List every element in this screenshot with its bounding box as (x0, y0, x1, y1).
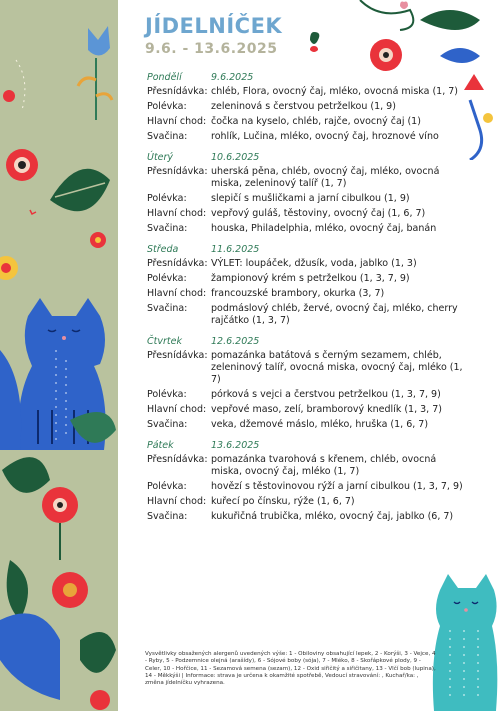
meal-text: rohlík, Lučina, mléko, ovocný čaj, hroznové víno (211, 131, 439, 142)
day-name: Středa (147, 244, 179, 255)
meal-row (147, 350, 467, 386)
meal-row (147, 193, 467, 205)
meal-row (147, 303, 467, 327)
meal-label: Polévka: (147, 273, 187, 284)
meal-row (147, 454, 467, 478)
day-wednesday (147, 244, 467, 327)
meal-text: veka, džemové máslo, mléko, hruška (1, 6, 7) (211, 419, 429, 430)
meal-text: zeleninová s čerstvou petrželkou (1, 9) (211, 101, 396, 112)
day-thursday (147, 336, 467, 431)
meal-text: pomazánka tvarohová s křenem, chléb, ovocná miska, ovocný čaj, mléko (1, 7) (211, 454, 437, 477)
meal-row (147, 101, 467, 113)
meal-text: pomazánka batátová s černým sezamem, chléb, zeleninový talíř, ovocná miska, ovocný čaj, mléko (1, 7) (211, 350, 463, 385)
day-monday (147, 72, 467, 143)
meal-label: Svačina: (147, 223, 188, 234)
meal-label: Přesnídávka: (147, 350, 208, 361)
meal-row (147, 86, 467, 98)
day-name: Pondělí (147, 72, 182, 83)
meal-text: VÝLET: loupáček, džusík, voda, jablko (1, 3) (211, 258, 417, 269)
meal-label: Svačina: (147, 419, 188, 430)
meal-label: Přesnídávka: (147, 166, 208, 177)
meal-label: Přesnídávka: (147, 454, 208, 465)
meal-label: Hlavní chod: (147, 116, 207, 127)
day-date: 12.6.2025 (211, 336, 260, 347)
meal-text: vepřové maso, zelí, bramborový knedlík (1, 3, 7) (211, 404, 442, 415)
day-name: Úterý (147, 152, 174, 163)
meal-label: Polévka: (147, 481, 187, 492)
decorative-side-panel (0, 0, 118, 711)
meal-label: Svačina: (147, 511, 188, 522)
week-date-range: 9.6. - 13.6.2025 (145, 41, 278, 57)
meal-row (147, 116, 467, 128)
meal-row (147, 208, 467, 220)
meal-row (147, 166, 467, 190)
meal-label: Svačina: (147, 303, 188, 314)
weekly-menu (147, 72, 467, 532)
day-date: 9.6.2025 (211, 72, 254, 83)
meal-text: čočka na kyselo, chléb, rajče, ovocný čaj (1) (211, 116, 421, 127)
meal-row (147, 481, 467, 493)
meal-row (147, 223, 467, 235)
meal-label: Hlavní chod: (147, 404, 207, 415)
meal-text: žampionový krém s petrželkou (1, 3, 7, 9) (211, 273, 410, 284)
floral-illustration (0, 0, 118, 711)
meal-row (147, 404, 467, 416)
meal-label: Polévka: (147, 193, 187, 204)
meal-label: Hlavní chod: (147, 208, 207, 219)
meal-text: kuřecí po čínsku, rýže (1, 6, 7) (211, 496, 355, 507)
meal-text: uherská pěna, chléb, ovocný čaj, mléko, ovocná miska, zeleninový talíř (1, 7) (211, 166, 440, 189)
meal-text: vepřový guláš, těstoviny, ovocný čaj (1, 6, 7) (211, 208, 426, 219)
meal-text: kukuřičná trubička, mléko, ovocný čaj, jablko (6, 7) (211, 511, 454, 522)
meal-text: hovězí s těstovinovou rýží a jarní cibulkou (1, 3, 7, 9) (211, 481, 463, 492)
meal-text: francouzské brambory, okurka (3, 7) (211, 288, 385, 299)
meal-row (147, 389, 467, 401)
meal-text: houska, Philadelphia, mléko, ovocný čaj, banán (211, 223, 437, 234)
day-tuesday (147, 152, 467, 235)
meal-row (147, 258, 467, 270)
teal-cat-illustration (430, 570, 500, 711)
meal-row (147, 511, 467, 523)
meal-row (147, 273, 467, 285)
day-date: 11.6.2025 (211, 244, 260, 255)
meal-text: slepičí s mušličkami a jarní cibulkou (1, 9) (211, 193, 410, 204)
meal-label: Polévka: (147, 389, 187, 400)
meal-label: Přesnídávka: (147, 258, 208, 269)
meal-label: Hlavní chod: (147, 496, 207, 507)
meal-label: Přesnídávka: (147, 86, 208, 97)
meal-row (147, 131, 467, 143)
page-title: JÍDELNÍČEK (145, 14, 283, 38)
meal-label: Polévka: (147, 101, 187, 112)
meal-text: podmáslový chléb, žervé, ovocný čaj, mléko, cherry rajčátko (1, 3, 7) (211, 303, 458, 326)
day-name: Čtvrtek (147, 336, 182, 347)
meal-label: Svačina: (147, 131, 188, 142)
day-date: 13.6.2025 (211, 440, 260, 451)
meal-row (147, 496, 467, 508)
day-name: Pátek (147, 440, 174, 451)
day-date: 10.6.2025 (211, 152, 260, 163)
meal-label: Hlavní chod: (147, 288, 207, 299)
meal-text: pórková s vejci a čerstvou petrželkou (1, 3, 7, 9) (211, 389, 441, 400)
day-friday (147, 440, 467, 523)
meal-text: chléb, Flora, ovocný čaj, mléko, ovocná miska (1, 7) (211, 86, 458, 97)
allergen-footnote: Vysvětlivky obsažených alergenů uvedených výše: 1 - Obiloviny obsahující lepek, 2 - Korýši, 3 - Vejce, 4 - Ryby, 5 - Podzemnice olejná (arašídy), 6 - Sójové boby (sója), 7 - Mléko, 8 - Skořápkové plody, 9 - Celer, 10 - Hořčice, 11 - Sezamová semena (sezam), 12 - Oxid siřičitý a siřičitany, 13 - Vlčí bob (lupina), 14 - Měkkýši | Informace: strava je určena k okamžité spotřebě, Vedoucí stravování: , Kuchař/ka: , změna jídelníčku vyhrazena. (145, 651, 436, 687)
meal-row (147, 419, 467, 431)
meal-row (147, 288, 467, 300)
